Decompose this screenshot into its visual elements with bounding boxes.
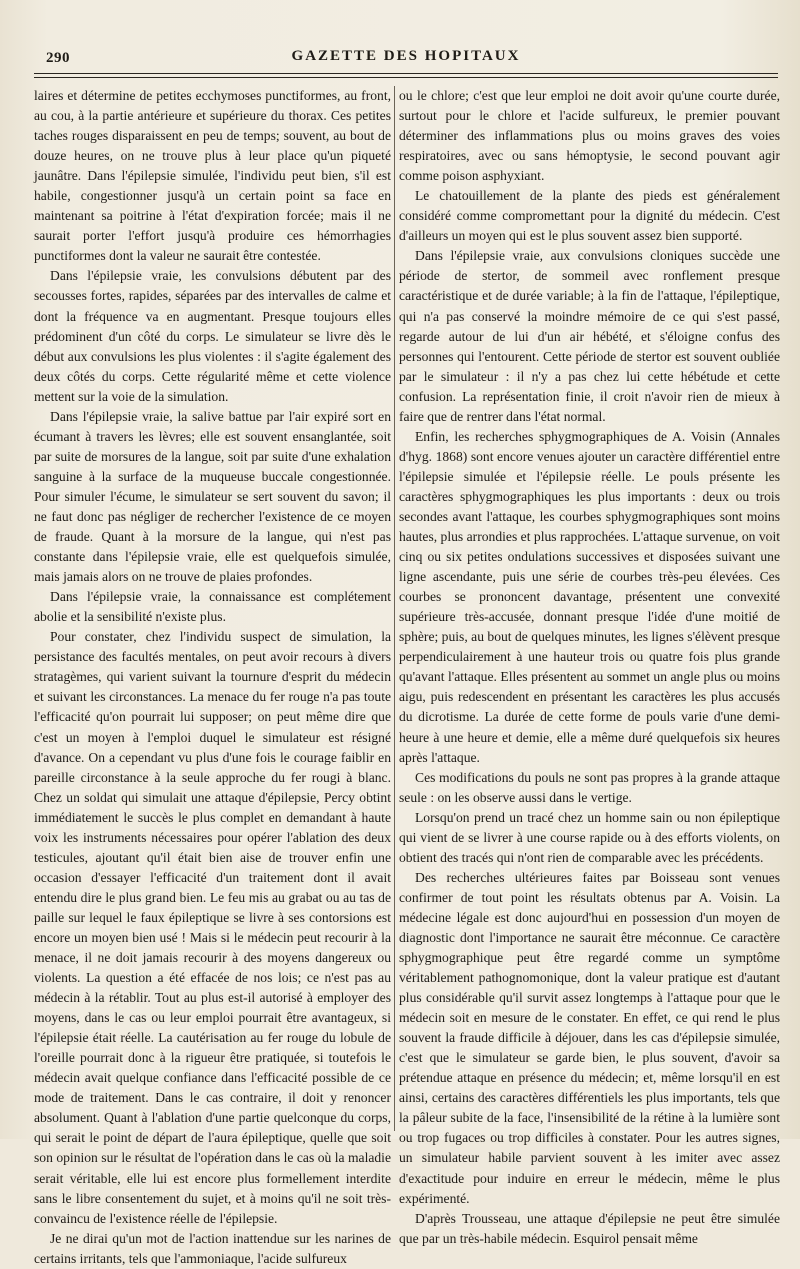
header-rule-top (34, 73, 778, 74)
header-rule-bottom (34, 77, 778, 78)
paragraph: ou le chlore; c'est que leur emploi ne doit avoir qu'une courte durée, surtout pour le chlore et l'acide sulfureux, le premier pouvant déterminer des inflammations plus ou moins graves des voies respiratoires, avec ou sans hémoptysie, le second pouvant agir comme poison asphyxiant. (399, 88, 780, 184)
paragraph: Je ne dirai qu'un mot de l'action inattendue sur les narines de certains irritants, tels que l'ammoniaque, l'acide sulfureux (34, 1230, 391, 1266)
column-divider (394, 86, 395, 1131)
paragraph: D'après Trousseau, une attaque d'épilepsie ne peut être simulée que par un très-habile médecin. Esquirol pensait même (399, 1210, 780, 1246)
paragraph: Dans l'épilepsie vraie, la connaissance est complétement abolie et la sensibilité n'existe plus. (34, 589, 391, 625)
page-number: 290 (46, 50, 70, 66)
paragraph: Ces modifications du pouls ne sont pas propres à la grande attaque seule : on les observe aussi dans le vertige. (399, 769, 780, 805)
left-column (34, 86, 391, 1266)
running-title: GAZETTE DES HOPITAUX (291, 48, 521, 64)
right-column (399, 86, 780, 1246)
paragraph: Lorsqu'on prend un tracé chez un homme sain ou non épileptique qui vient de se livrer à une course rapide ou à des efforts violents, on obtient des tracés qui n'ont rien de comparable avec les précédents. (399, 809, 780, 865)
paragraph: Enfin, les recherches sphygmographiques de A. Voisin (Annales d'hyg. 1868) sont encore venues ajouter un caractère différentiel entre l'épilepsie simulée et l'épilepsie réelle. Le pouls présente les caractères sphygmographiques les plus importants : deux ou trois secondes avant l'attaque, les courbes sphygmographiques sont moins hautes, plus arrondies et plus rapprochées. L'attaque survenue, on voit cinq ou six petites ondulations successives et disposées suivant une ligne ascendante, puis une série de courbes très-peu élevées. Ces courbes se prononcent davantage, présentent une convexité supérieure très-accusée, donnant presque l'idée d'une moitié de sphère; puis, au bout de quelques minutes, les lignes s'élèvent presque perpendiculairement à une hauteur trois ou quatre fois plus grande qu'avant l'attaque. Elles présentent au sommet un angle plus ou moins aigu, puis redescendent en présentant les caractères les plus accusés du dicrotisme. La durée de cette forme de pouls varie d'une demi-heure à une heure et demie, elle a même duré quelquefois six heures après l'attaque. (399, 428, 780, 765)
paragraph: Le chatouillement de la plante des pieds est généralement considéré comme compromettant pour la dignité du médecin. C'est d'ailleurs un moyen qui est le plus souvent assez bien supporté. (399, 188, 780, 244)
paragraph: Pour constater, chez l'individu suspect de simulation, la persistance des facultés mentales, on peut avoir recours à divers stratagèmes, qui varient suivant la tournure d'esprit du médecin et suivant les circonstances. La menace du fer rouge n'a pas toute l'efficacité qu'on pourrait lui supposer; on peut même dire que c'est un moyen à l'emploi duquel le simulateur est résigné d'avance. On a cependant vu plus d'une fois le courage faiblir en pareille circonstance à la seule approche du fer rougi à blanc. Chez un soldat qui simulait une attaque d'épilepsie, Percy obtint immédiatement le succès le plus complet en demandant à haute voix les instruments nécessaires pour opérer l'ablation des deux testicules, ajoutant qu'il était bien aise de trouver enfin une occasion d'essayer l'efficacité d'un traitement dont il avait entendu dire le plus grand bien. Le feu mis au grabat ou au tas de paille sur lequel le faux épileptique se livre à ses contorsions est encore un moyen bien usé ! Mais si le médecin peut recourir à la menace, il ne doit jamais recourir à des moyens dangereux ou violents. La question a été effacée de nos lois; ce n'est pas au médecin à la rétablir. Tout au plus est-il autorisé à employer des moyens, dans le cas ou leur emploi pourrait être avantageux, si l'épilepsie était réelle. La cautérisation au fer rouge du lobule de l'oreille pourrait donc à la rigueur être pratiquée, si toutefois le médecin avait quelque confiance dans l'efficacité possible de ce mode de traitement. Dans le cas contraire, il doit y renoncer absolument. Quant à l'ablation d'une partie quelconque du corps, qui serait le point de départ de l'aura épileptique, quelle que soit son opinion sur le résultat de l'opération dans le cas où la maladie serait véritable, elle lui est encore plus formellement interdite sans le libre consentement du sujet, et à moins qu'il ne soit très-convaincu de l'existence réelle de l'épilepsie. (34, 629, 391, 1226)
paragraph: laires et détermine de petites ecchymoses punctiformes, au front, au cou, à la partie antérieure et supérieure du thorax. Ces petites taches rouges disparaissent en peu de temps; souvent, au bout de douze heures, on ne trouve plus à leur place qu'un piqueté jaunâtre. Dans l'épilepsie simulée, l'individu peut bien, s'il est habile, congestionner jusqu'à un certain point sa face en maintenant sa poitrine à l'état d'expiration forcée; mais il ne saurait porter l'effort jusqu'à produire ces hémorrhagies punctiformes dont la valeur ne saurait être contestée. (34, 88, 391, 264)
paragraph: Dans l'épilepsie vraie, les convulsions débutent par des secousses fortes, rapides, séparées par des intervalles de calme et dont la fréquence va en augmentant. Presque toujours elles prédominent d'un côté du corps. Le simulateur se livre dès le début aux convulsions les plus violentes : il s'agite également des deux côtés du corps. Cette régularité même et cette violence mettent sur la voie de la simulation. (34, 268, 391, 404)
paragraph: Des recherches ultérieures faites par Boisseau sont venues confirmer de tout point les résultats obtenus par A. Voisin. La médecine légale est donc aujourd'hui en possession d'un moyen de diagnostic dont l'importance ne saurait être méconnue. Ce caractère sphygmographique peut être regardé comme un symptôme véritablement pathognomonique, dont la valeur pratique est d'autant plus considérable qu'il survit assez longtemps à l'attaque pour que le médecin soit en mesure de le constater. En effet, ce qui rend le plus souvent la fraude difficile à déjouer, dans les cas d'épilepsie simulée, c'est que le simulateur se garde bien, le plus souvent, d'avoir sa prétendue attaque en présence du médecin; et, même lorsqu'il en est ainsi, certains des caractères différentiels les plus importants, tels que la pâleur subite de la face, l'insensibilité de la rétine à la lumière sont ou trop fugaces ou trop difficiles à constater. Pour les autres signes, un simulateur habile parvient souvent à les imiter avec assez d'exactitude pour induire en erreur le médecin, même le plus expérimenté. (399, 869, 780, 1206)
paragraph: Dans l'épilepsie vraie, la salive battue par l'air expiré sort en écumant à travers les lèvres; elle est souvent ensanglantée, soit par suite de morsures de la langue, soit par suite d'une exhalation sanguine à la surface de la muqueuse buccale congestionnée. Pour simuler l'écume, le simulateur se sert souvent du savon; il ne faut donc pas négliger de rechercher l'existence de ce moyen de fraude. Quant à la morsure de la langue, qui n'est pas constante dans l'épilepsie vraie, elle est quelquefois simulée, mais jamais alors on ne trouve de plaies profondes. (34, 408, 391, 585)
page-header (34, 44, 778, 74)
paragraph: Dans l'épilepsie vraie, aux convulsions cloniques succède une période de stertor, de sommeil avec ronflement presque caractéristique et de durée variable; à la fin de l'attaque, l'épileptique, qui n'a pas conservé la moindre mémoire de ce qui s'est passé, regarde autour de lui d'un air hébété, et s'éloigne confus des personnes qui l'entourent. Cette période de stertor est souvent oubliée par le simulateur : il n'y a pas chez lui cette hébétude et cette confusion. La représentation finie, il croit n'avoir rien de mieux à faire que de rentrer dans l'état normal. (399, 248, 780, 424)
